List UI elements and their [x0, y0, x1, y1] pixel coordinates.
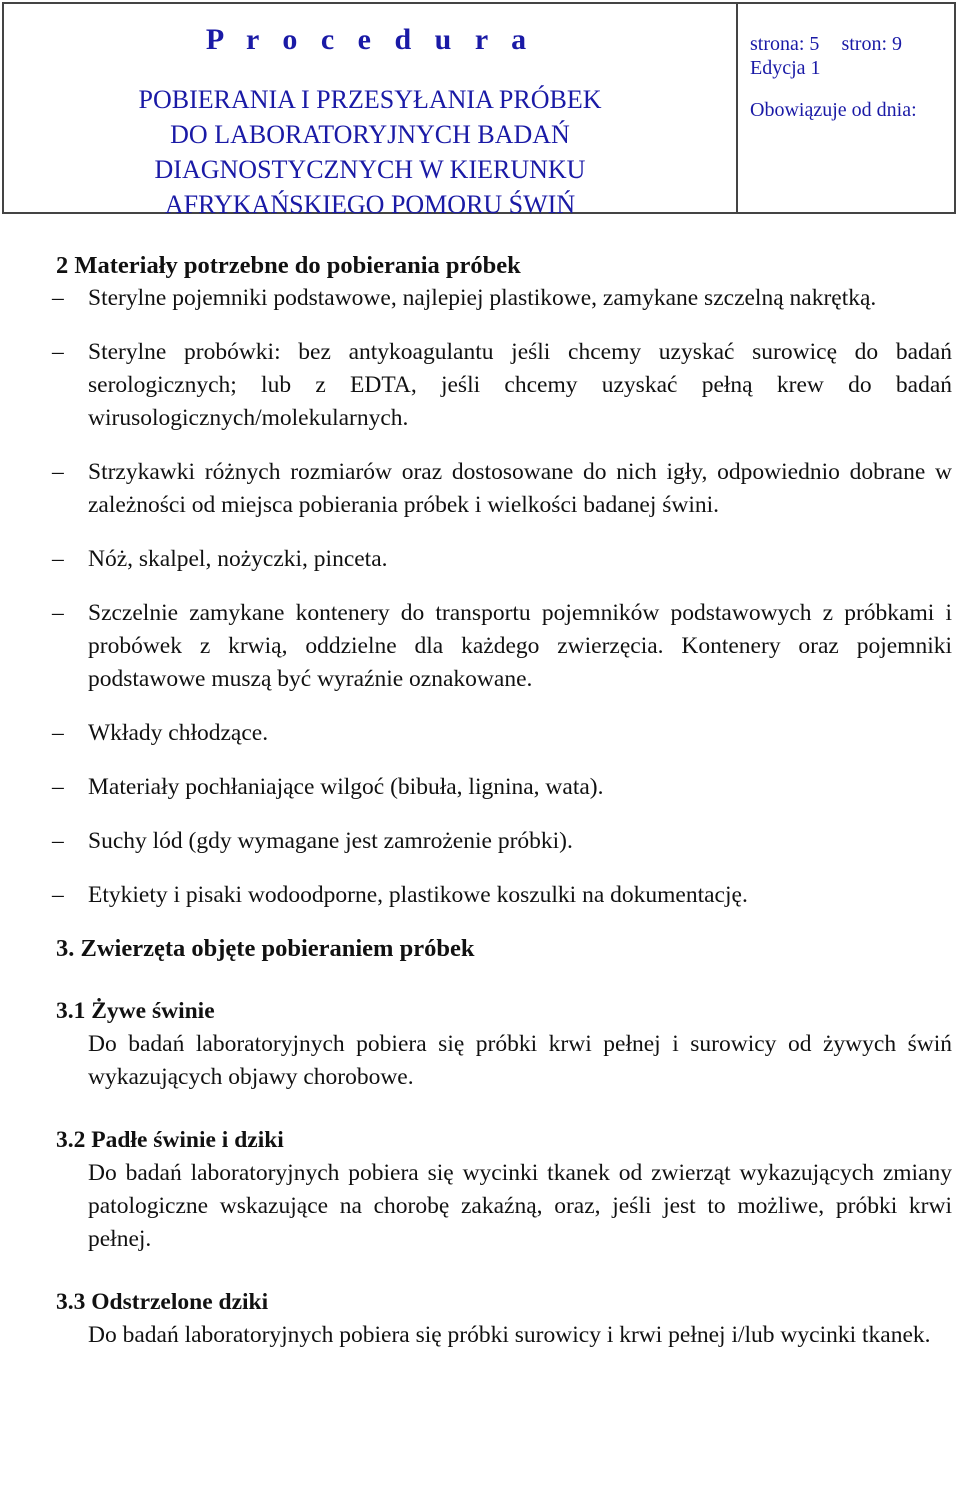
document-body [46, 250, 952, 1352]
page-info [750, 32, 954, 56]
valid-from: Obowiązuje od dnia: [750, 99, 917, 121]
section-heading: 3. Zwierzęta objęte pobieraniem próbek [56, 935, 475, 962]
subsection-text: Do badań laboratoryjnych pobiera się próbki krwi pełnej i surowicy od żywych świń wykazujących objawy chorobowe. [88, 1031, 952, 1090]
list-item: – Sterylne probówki: bez antykoagulantu jeśli chcemy uzyskać surowicę do badań serologicznych; lub z EDTA, jeśli chcemy uzyskać pełną krew do badań wirusologicznych/molekularnych. [46, 336, 952, 435]
list-item: – Wkłady chłodzące. [46, 717, 952, 750]
document-type: P r o c e d u r a [205, 23, 535, 56]
materials-list [46, 282, 952, 912]
subsection-text: Do badań laboratoryjnych pobiera się wycinki tkanek od zwierząt wykazujących zmiany patologiczne wskazujące na chorobę zakaźną, oraz, jeśli jest to możliwe, próbki krwi pełnej. [88, 1160, 952, 1252]
edition: Edycja 1 [750, 57, 821, 79]
header-meta-cell [738, 4, 954, 212]
header-title-cell [4, 4, 738, 219]
subsection-heading: 3.2 Padłe świnie i dziki [56, 1127, 284, 1153]
section-heading: 2 Materiały potrzebne do pobierania próbek [56, 252, 521, 279]
list-item: – Strzykawki różnych rozmiarów oraz dostosowane do nich igły, odpowiednio dobrane w zależności od miejsca pobierania próbek i wielkości badanej świni. [46, 456, 952, 522]
list-item: – Nóż, skalpel, nożyczki, pinceta. [46, 543, 952, 576]
document-title [4, 82, 736, 222]
subsection-heading: 3.1 Żywe świnie [56, 998, 215, 1024]
subsection-heading: 3.3 Odstrzelone dziki [56, 1289, 269, 1315]
document-title-line: DO LABORATORYJNYCH BADAŃ [170, 120, 570, 149]
page-count: stron: 9 [841, 33, 902, 55]
subsection [46, 995, 952, 1094]
document-title-line: AFRYKAŃSKIEGO POMORU ŚWIŃ [164, 190, 576, 219]
page-number: strona: 5 [750, 33, 820, 55]
list-item: – Szczelnie zamykane kontenery do transportu pojemników podstawowych z próbkami i probówek z krwią, oddzielne dla każdego zwierzęcia. Kontenery oraz pojemniki podstawowe muszą być wyraźnie oznakowane. [46, 597, 952, 696]
document-header [2, 2, 956, 219]
list-item: – Sterylne pojemniki podstawowe, najlepiej plastikowe, zamykane szczelną nakrętką. [46, 282, 952, 315]
document-title-line: DIAGNOSTYCZNYCH W KIERUNKU [154, 155, 586, 184]
list-item: – Materiały pochłaniające wilgoć (bibuła, lignina, wata). [46, 771, 952, 804]
subsection [46, 1124, 952, 1256]
list-item: – Etykiety i pisaki wodoodporne, plastikowe koszulki na dokumentację. [46, 879, 952, 912]
document-title-line: POBIERANIA I PRZESYŁANIA PRÓBEK [138, 85, 602, 114]
subsection [46, 1286, 952, 1352]
list-item: – Suchy lód (gdy wymagane jest zamrożenie próbki). [46, 825, 952, 858]
subsection-text: Do badań laboratoryjnych pobiera się próbki surowicy i krwi pełnej i/lub wycinki tkanek. [88, 1322, 931, 1348]
